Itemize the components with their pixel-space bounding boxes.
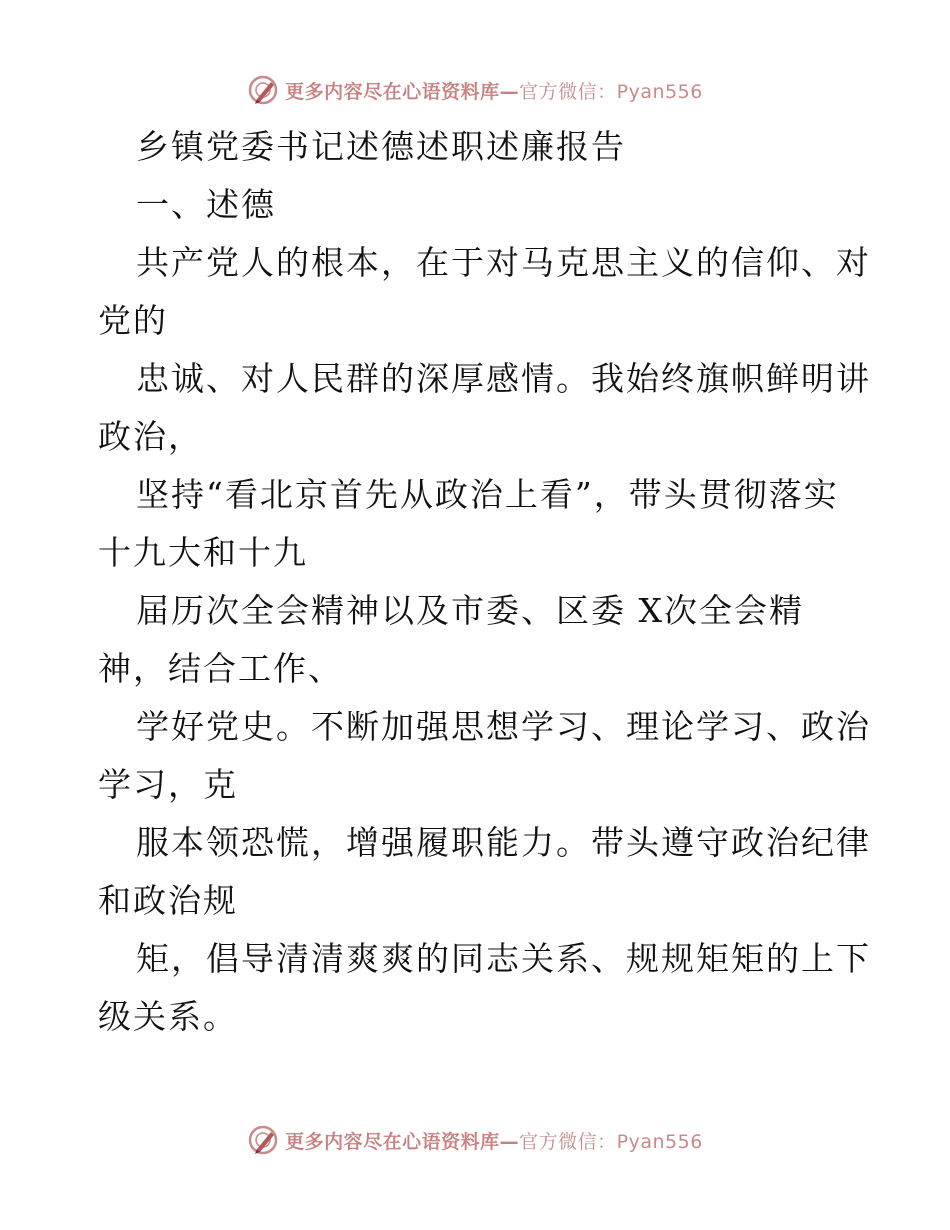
pen-logo-icon — [247, 1124, 279, 1156]
paragraph-line: 忠诚、对人民群的深厚感情。我始终旗帜鲜明讲 — [136, 359, 871, 398]
paragraph-line: 服本领恐慌，增强履职能力。带头遵守政治纪律 — [136, 823, 871, 862]
header-watermark — [0, 70, 950, 110]
paragraph-line: 共产党人的根本，在于对马克思主义的信仰、对 — [136, 243, 871, 282]
footer-watermark — [0, 1120, 950, 1160]
paragraph-line: 学好党史。不断加强思想学习、理论学习、政治 — [136, 707, 871, 746]
section-heading: 一、述德 — [136, 185, 276, 224]
paragraph-line: 政治， — [98, 417, 203, 456]
paragraph-line: 届历次全会精神以及市委、区委 X次全会精 — [136, 591, 804, 630]
paragraph-line: 神，结合工作、 — [98, 649, 343, 688]
paragraph-line: 矩，倡导清清爽爽的同志关系、规规矩矩的上下 — [136, 939, 871, 978]
paragraph-line: 十九大和十九 — [98, 533, 308, 572]
watermark-text: 更多内容尽在心语资料库—官方微信：Pyan556 — [285, 1130, 703, 1153]
paragraph-line: 级关系。 — [98, 997, 238, 1036]
paragraph-line: 和政治规 — [98, 881, 238, 920]
paragraph-line: 党的 — [98, 301, 168, 340]
document-title: 乡镇党委书记述德述职述廉报告 — [136, 127, 626, 166]
paragraph-line: 坚持“看北京首先从政治上看”，带头贯彻落实 — [136, 475, 839, 514]
document-body — [98, 118, 871, 1046]
watermark-text: 更多内容尽在心语资料库—官方微信：Pyan556 — [285, 80, 703, 103]
paragraph-line: 学习，克 — [98, 765, 238, 804]
pen-logo-icon — [247, 74, 279, 106]
